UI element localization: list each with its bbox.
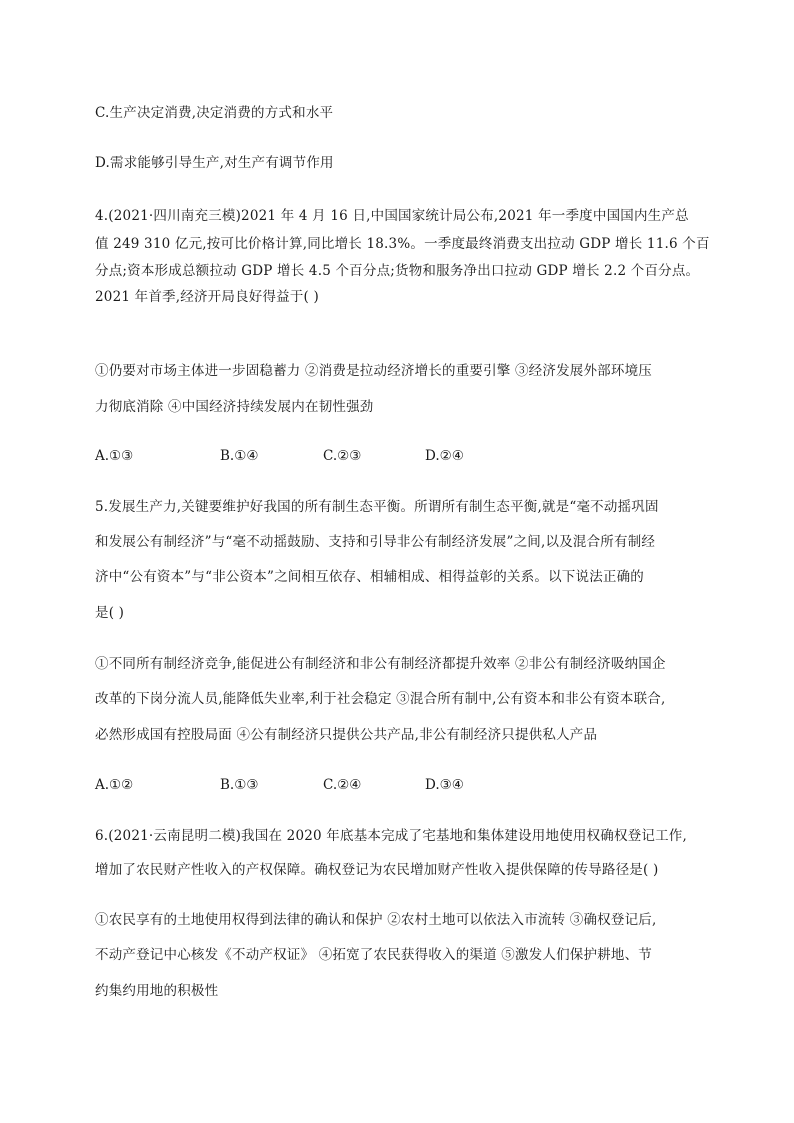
q5-stem-line: 和发展公有制经济”与“毫不动摇鼓励、支持和引导非公有制经济发展”之间,以及混合所有制经	[95, 534, 656, 550]
q6-stem-line: 6.(2021·云南昆明二模)我国在 2020 年底基本完成了宅基地和集体建设用地使用权确权登记工作,	[95, 828, 687, 844]
q5-statement-line: ①不同所有制经济竞争,能促进公有制经济和非公有制经济都提升效率 ②非公有制经济吸纳国企	[95, 656, 666, 672]
q6-statement-line: ①农民享有的土地使用权得到法律的确认和保护 ②农村土地可以依法入市流转 ③确权登记后,	[95, 912, 657, 928]
q5-stem-line: 是( )	[95, 605, 125, 621]
q4-choice-b: B.①④	[220, 448, 259, 464]
q5-statement-line: 改革的下岗分流人员,能降低失业率,利于社会稳定 ③混合所有制中,公有资本和非公有资本联合,	[95, 691, 666, 707]
q6-statement-line: 约集约用地的积极性	[95, 983, 219, 999]
q6-statement-line: 不动产登记中心核发《不动产权证》 ④拓宽了农民获得收入的渠道 ⑤激发人们保护耕地、节	[95, 947, 652, 963]
q5-choice-b: B.①③	[220, 777, 259, 793]
q4-choice-c: C.②③	[323, 448, 362, 464]
q5-choice-c: C.②④	[323, 777, 362, 793]
q4-statement-line: ①仍要对市场主体进一步固稳蓄力 ②消费是拉动经济增长的重要引擎 ③经济发展外部环境压	[95, 363, 652, 379]
q4-choice-d: D.②④	[425, 448, 464, 464]
q4-stem-line: 4.(2021·四川南充三模)2021 年 4 月 16 日,中国国家统计局公布,2021 年一季度中国国内生产总	[95, 208, 689, 224]
q5-choice-a: A.①②	[95, 777, 134, 793]
q4-stem-line: 分点;资本形成总额拉动 GDP 增长 4.5 个百分点;货物和服务净出口拉动 GDP 增长 2.2 个百分点。	[95, 263, 700, 279]
q6-stem-line: 增加了农民财产性收入的产权保障。确权登记为农民增加财产性收入提供保障的传导路径是( )	[95, 862, 659, 878]
q5-statement-line: 必然形成国有控股局面 ④公有制经济只提供公共产品,非公有制经济只提供私人产品	[95, 727, 598, 743]
q3-option-d: D.需求能够引导生产,对生产有调节作用	[95, 155, 334, 171]
q5-stem-line: 济中“公有资本”与“非公资本”之间相互依存、相辅相成、相得益彰的关系。以下说法正确的	[95, 569, 645, 585]
q5-stem-line: 5.发展生产力,关键要维护好我国的所有制生态平衡。所谓所有制生态平衡,就是“毫不动摇巩固	[95, 499, 659, 515]
q4-statement-line: 力彻底消除 ④中国经济持续发展内在韧性强劲	[95, 399, 374, 415]
q4-stem-line: 值 249 310 亿元,按可比价格计算,同比增长 18.3%。一季度最终消费支出拉动 GDP 增长 11.6 个百	[95, 236, 710, 252]
q3-option-c: C.生产决定消费,决定消费的方式和水平	[95, 105, 334, 121]
q4-stem-line: 2021 年首季,经济开局良好得益于( )	[95, 289, 319, 305]
q5-choice-d: D.③④	[425, 777, 464, 793]
q4-choice-a: A.①③	[95, 448, 134, 464]
